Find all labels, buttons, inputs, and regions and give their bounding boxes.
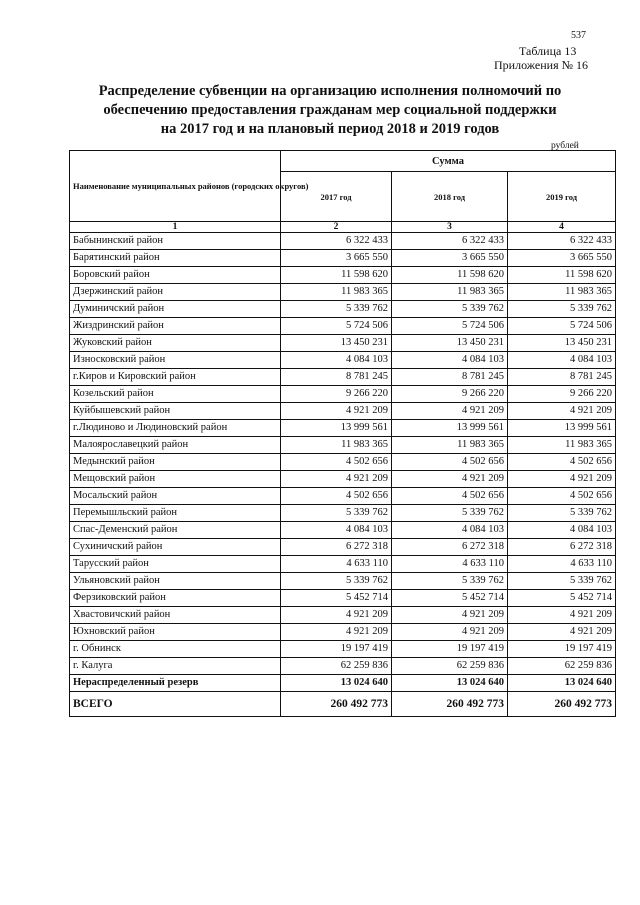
cell-2018: 5 339 762 [392,301,508,318]
appendix-label: Приложения № 16 [494,58,589,72]
cell-2019: 5 339 762 [508,301,616,318]
cell-2018: 11 983 365 [392,284,508,301]
table-row [70,556,616,573]
cell-2017: 5 339 762 [281,301,392,318]
table-row [70,505,616,522]
column-number: 4 [508,222,616,233]
row-name: г. Обнинск [70,641,281,658]
cell-2017: 11 983 365 [281,437,392,454]
cell-2019: 4 633 110 [508,556,616,573]
cell-2019: 3 665 550 [508,250,616,267]
cell-2018: 4 502 656 [392,454,508,471]
row-name: Нераспределенный резерв [70,675,281,692]
table-row [70,454,616,471]
cell-2018: 13 024 640 [392,675,508,692]
document-title [60,82,600,139]
column-header-2018: 2018 год [392,172,508,222]
table-row [70,335,616,352]
table-label: Таблица 13 [519,44,577,58]
table-row [70,369,616,386]
subvention-table [69,150,616,717]
cell-2019: 4 084 103 [508,352,616,369]
table-row [70,301,616,318]
cell-2017: 11 983 365 [281,284,392,301]
table-row [70,318,616,335]
cell-2019: 260 492 773 [508,692,616,717]
cell-2017: 5 339 762 [281,505,392,522]
table-row [70,233,616,250]
cell-2019: 13 450 231 [508,335,616,352]
table-row [70,403,616,420]
row-name: Жуковский район [70,335,281,352]
row-name: Боровский район [70,267,281,284]
cell-2019: 5 452 714 [508,590,616,607]
cell-2019: 4 921 209 [508,624,616,641]
cell-2017: 4 921 209 [281,471,392,488]
row-name: Бабынинский район [70,233,281,250]
cell-2018: 11 598 620 [392,267,508,284]
column-number: 3 [392,222,508,233]
cell-2019: 4 921 209 [508,607,616,624]
column-header-2019: 2019 год [508,172,616,222]
table-row [70,573,616,590]
cell-2017: 5 452 714 [281,590,392,607]
cell-2018: 4 633 110 [392,556,508,573]
table-row [70,352,616,369]
cell-2019: 6 272 318 [508,539,616,556]
cell-2018: 6 272 318 [392,539,508,556]
cell-2017: 8 781 245 [281,369,392,386]
cell-2019: 19 197 419 [508,641,616,658]
row-name: Думиничский район [70,301,281,318]
table-row [70,250,616,267]
cell-2019: 9 266 220 [508,386,616,403]
cell-2017: 4 633 110 [281,556,392,573]
row-name: Куйбышевский район [70,403,281,420]
cell-2019: 11 983 365 [508,284,616,301]
table-row [70,386,616,403]
row-name: Мещовский район [70,471,281,488]
cell-2017: 9 266 220 [281,386,392,403]
cell-2018: 8 781 245 [392,369,508,386]
cell-2019: 5 339 762 [508,505,616,522]
cell-2018: 13 999 561 [392,420,508,437]
cell-2018: 5 724 506 [392,318,508,335]
cell-2019: 5 339 762 [508,573,616,590]
cell-2018: 4 084 103 [392,352,508,369]
cell-2017: 4 921 209 [281,607,392,624]
cell-2017: 4 502 656 [281,488,392,505]
cell-2018: 62 259 836 [392,658,508,675]
cell-2017: 4 084 103 [281,522,392,539]
cell-2018: 13 450 231 [392,335,508,352]
cell-2018: 4 921 209 [392,471,508,488]
cell-2018: 4 084 103 [392,522,508,539]
currency-unit: рублей [551,141,579,151]
row-name: Хвастовичский район [70,607,281,624]
cell-2019: 13 999 561 [508,420,616,437]
table-row [70,641,616,658]
row-name: Юхновский район [70,624,281,641]
cell-2018: 4 921 209 [392,403,508,420]
cell-2018: 5 339 762 [392,573,508,590]
cell-2018: 9 266 220 [392,386,508,403]
cell-2019: 4 502 656 [508,454,616,471]
cell-2018: 3 665 550 [392,250,508,267]
table-row [70,658,616,675]
table-row [70,607,616,624]
row-name: Жиздринский район [70,318,281,335]
cell-2018: 11 983 365 [392,437,508,454]
cell-2017: 4 921 209 [281,624,392,641]
cell-2017: 5 724 506 [281,318,392,335]
cell-2017: 5 339 762 [281,573,392,590]
row-name: ВСЕГО [70,692,281,717]
cell-2017: 4 921 209 [281,403,392,420]
cell-2019: 4 921 209 [508,471,616,488]
cell-2019: 5 724 506 [508,318,616,335]
cell-2018: 4 921 209 [392,607,508,624]
title-line: на 2017 год и на плановый период 2018 и 2019 годов [160,121,500,137]
row-name: г.Людиново и Людиновский район [70,420,281,437]
cell-2017: 62 259 836 [281,658,392,675]
row-name: г. Калуга [70,658,281,675]
title-line: обеспечению предоставления гражданам мер социальной поддержки [103,102,557,118]
table-row [70,420,616,437]
cell-2017: 19 197 419 [281,641,392,658]
cell-2017: 13 999 561 [281,420,392,437]
row-name: Дзержинский район [70,284,281,301]
cell-2017: 13 450 231 [281,335,392,352]
row-name: Тарусский район [70,556,281,573]
cell-2019: 11 598 620 [508,267,616,284]
table-row [70,488,616,505]
cell-2018: 260 492 773 [392,692,508,717]
cell-2018: 4 921 209 [392,624,508,641]
cell-2019: 6 322 433 [508,233,616,250]
row-name: Медынский район [70,454,281,471]
cell-2017: 4 084 103 [281,352,392,369]
table-body [70,233,616,717]
table-row [70,284,616,301]
cell-2019: 13 024 640 [508,675,616,692]
table-row [70,539,616,556]
cell-2018: 19 197 419 [392,641,508,658]
cell-2019: 11 983 365 [508,437,616,454]
table-row [70,471,616,488]
page-number: 537 [571,30,586,41]
cell-2017: 3 665 550 [281,250,392,267]
column-header-sum: Сумма [281,151,616,172]
cell-2018: 4 502 656 [392,488,508,505]
cell-2019: 62 259 836 [508,658,616,675]
cell-2017: 6 272 318 [281,539,392,556]
cell-2019: 4 921 209 [508,403,616,420]
column-number: 1 [70,222,281,233]
table-row [70,522,616,539]
table-row [70,437,616,454]
cell-2017: 13 024 640 [281,675,392,692]
cell-2017: 6 322 433 [281,233,392,250]
table-row [70,624,616,641]
column-header-2017: 2017 год [281,172,392,222]
column-number: 2 [281,222,392,233]
row-name: Износковский район [70,352,281,369]
row-name: Спас-Деменский район [70,522,281,539]
row-name: Малоярославецкий район [70,437,281,454]
table-row [70,692,616,717]
row-name: г.Киров и Кировский район [70,369,281,386]
row-name: Ферзиковский район [70,590,281,607]
cell-2019: 4 084 103 [508,522,616,539]
title-line: Распределение субвенции на организацию исполнения полномочий по [98,83,562,99]
row-name: Ульяновский район [70,573,281,590]
row-name: Козельский район [70,386,281,403]
column-header-name: Наименование муниципальных районов (городских округов) [70,151,281,222]
row-name: Барятинский район [70,250,281,267]
cell-2019: 8 781 245 [508,369,616,386]
cell-2018: 5 339 762 [392,505,508,522]
row-name: Мосальский район [70,488,281,505]
cell-2018: 6 322 433 [392,233,508,250]
cell-2018: 5 452 714 [392,590,508,607]
table-row [70,267,616,284]
cell-2017: 11 598 620 [281,267,392,284]
cell-2017: 4 502 656 [281,454,392,471]
row-name: Перемышльский район [70,505,281,522]
cell-2017: 260 492 773 [281,692,392,717]
table-row [70,675,616,692]
row-name: Сухиничский район [70,539,281,556]
table-row [70,590,616,607]
cell-2019: 4 502 656 [508,488,616,505]
